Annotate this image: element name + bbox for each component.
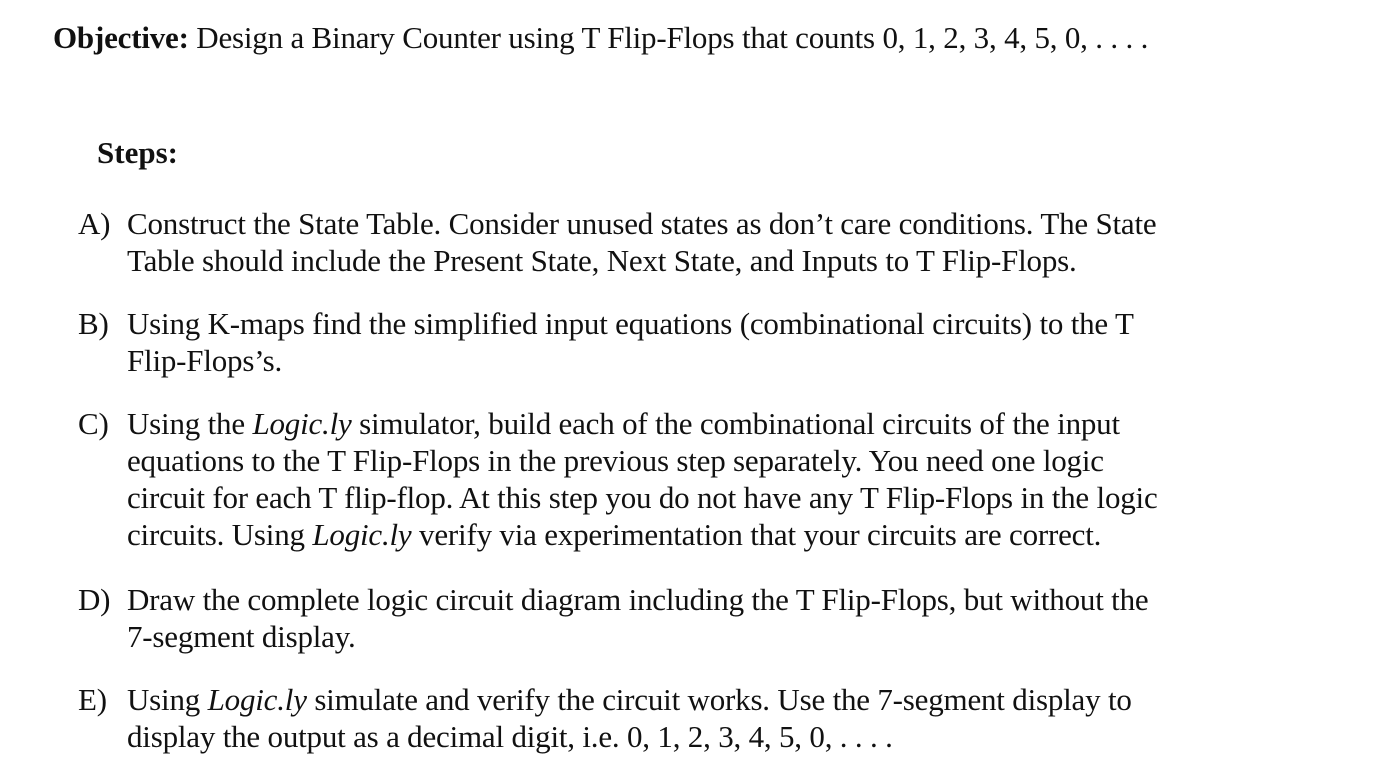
step-e-line-2: display the output as a decimal digit, i.e. 0, 1, 2, 3, 4, 5, 0, . . . . bbox=[127, 719, 893, 754]
step-d bbox=[78, 581, 1278, 655]
logicly-name: Logic.ly bbox=[207, 682, 307, 717]
step-c-line-2: equations to the T Flip-Flops in the previous step separately. You need one logic bbox=[127, 443, 1104, 478]
step-b bbox=[78, 305, 1278, 379]
step-c-line-1-pre: Using the bbox=[127, 406, 253, 441]
step-c-line-4-pre: circuits. Using bbox=[127, 517, 313, 552]
step-c-text bbox=[127, 405, 1267, 553]
step-c-line-1 bbox=[127, 405, 1267, 442]
step-c-marker: C) bbox=[78, 406, 109, 441]
steps-heading: Steps: bbox=[97, 135, 178, 170]
step-b-line-1: Using K-maps find the simplified input equations (combinational circuits) to the T bbox=[127, 306, 1134, 341]
objective-text: Design a Binary Counter using T Flip-Flops that counts 0, 1, 2, 3, 4, 5, 0, . . . . bbox=[188, 20, 1149, 55]
step-d-text bbox=[127, 581, 1267, 655]
step-a-text bbox=[127, 205, 1267, 279]
step-e-line-1-post: simulate and verify the circuit works. Use the 7-segment display to bbox=[306, 682, 1132, 717]
objective-label: Objective: bbox=[53, 20, 189, 55]
step-e bbox=[78, 681, 1278, 755]
step-a-line-2: Table should include the Present State, Next State, and Inputs to T Flip-Flops. bbox=[127, 243, 1077, 278]
step-c bbox=[78, 405, 1278, 553]
step-b-line-2: Flip-Flops’s. bbox=[127, 343, 283, 378]
step-e-line-1-pre: Using bbox=[127, 682, 208, 717]
step-d-line-2: 7-segment display. bbox=[127, 619, 356, 654]
step-c-line-1-post: simulator, build each of the combinational circuits of the input bbox=[351, 406, 1120, 441]
step-a-marker: A) bbox=[78, 206, 111, 241]
objective bbox=[53, 18, 1148, 58]
step-b-marker: B) bbox=[78, 306, 109, 341]
step-d-marker: D) bbox=[78, 582, 111, 617]
step-c-line-4-post: verify via experimentation that your circuits are correct. bbox=[411, 517, 1102, 552]
logicly-name: Logic.ly bbox=[252, 406, 352, 441]
logicly-name: Logic.ly bbox=[312, 517, 412, 552]
step-c-line-4 bbox=[127, 516, 1267, 553]
step-c-line-3: circuit for each T flip-flop. At this step you do not have any T Flip-Flops in the logic bbox=[127, 480, 1158, 515]
step-e-line-1 bbox=[127, 681, 1267, 718]
step-a-line-1: Construct the State Table. Consider unused states as don’t care conditions. The State bbox=[127, 206, 1157, 241]
step-e-text bbox=[127, 681, 1267, 755]
step-e-marker: E) bbox=[78, 682, 107, 717]
step-b-text bbox=[127, 305, 1267, 379]
step-a bbox=[78, 205, 1278, 279]
step-d-line-1: Draw the complete logic circuit diagram including the T Flip-Flops, but without the bbox=[127, 582, 1149, 617]
